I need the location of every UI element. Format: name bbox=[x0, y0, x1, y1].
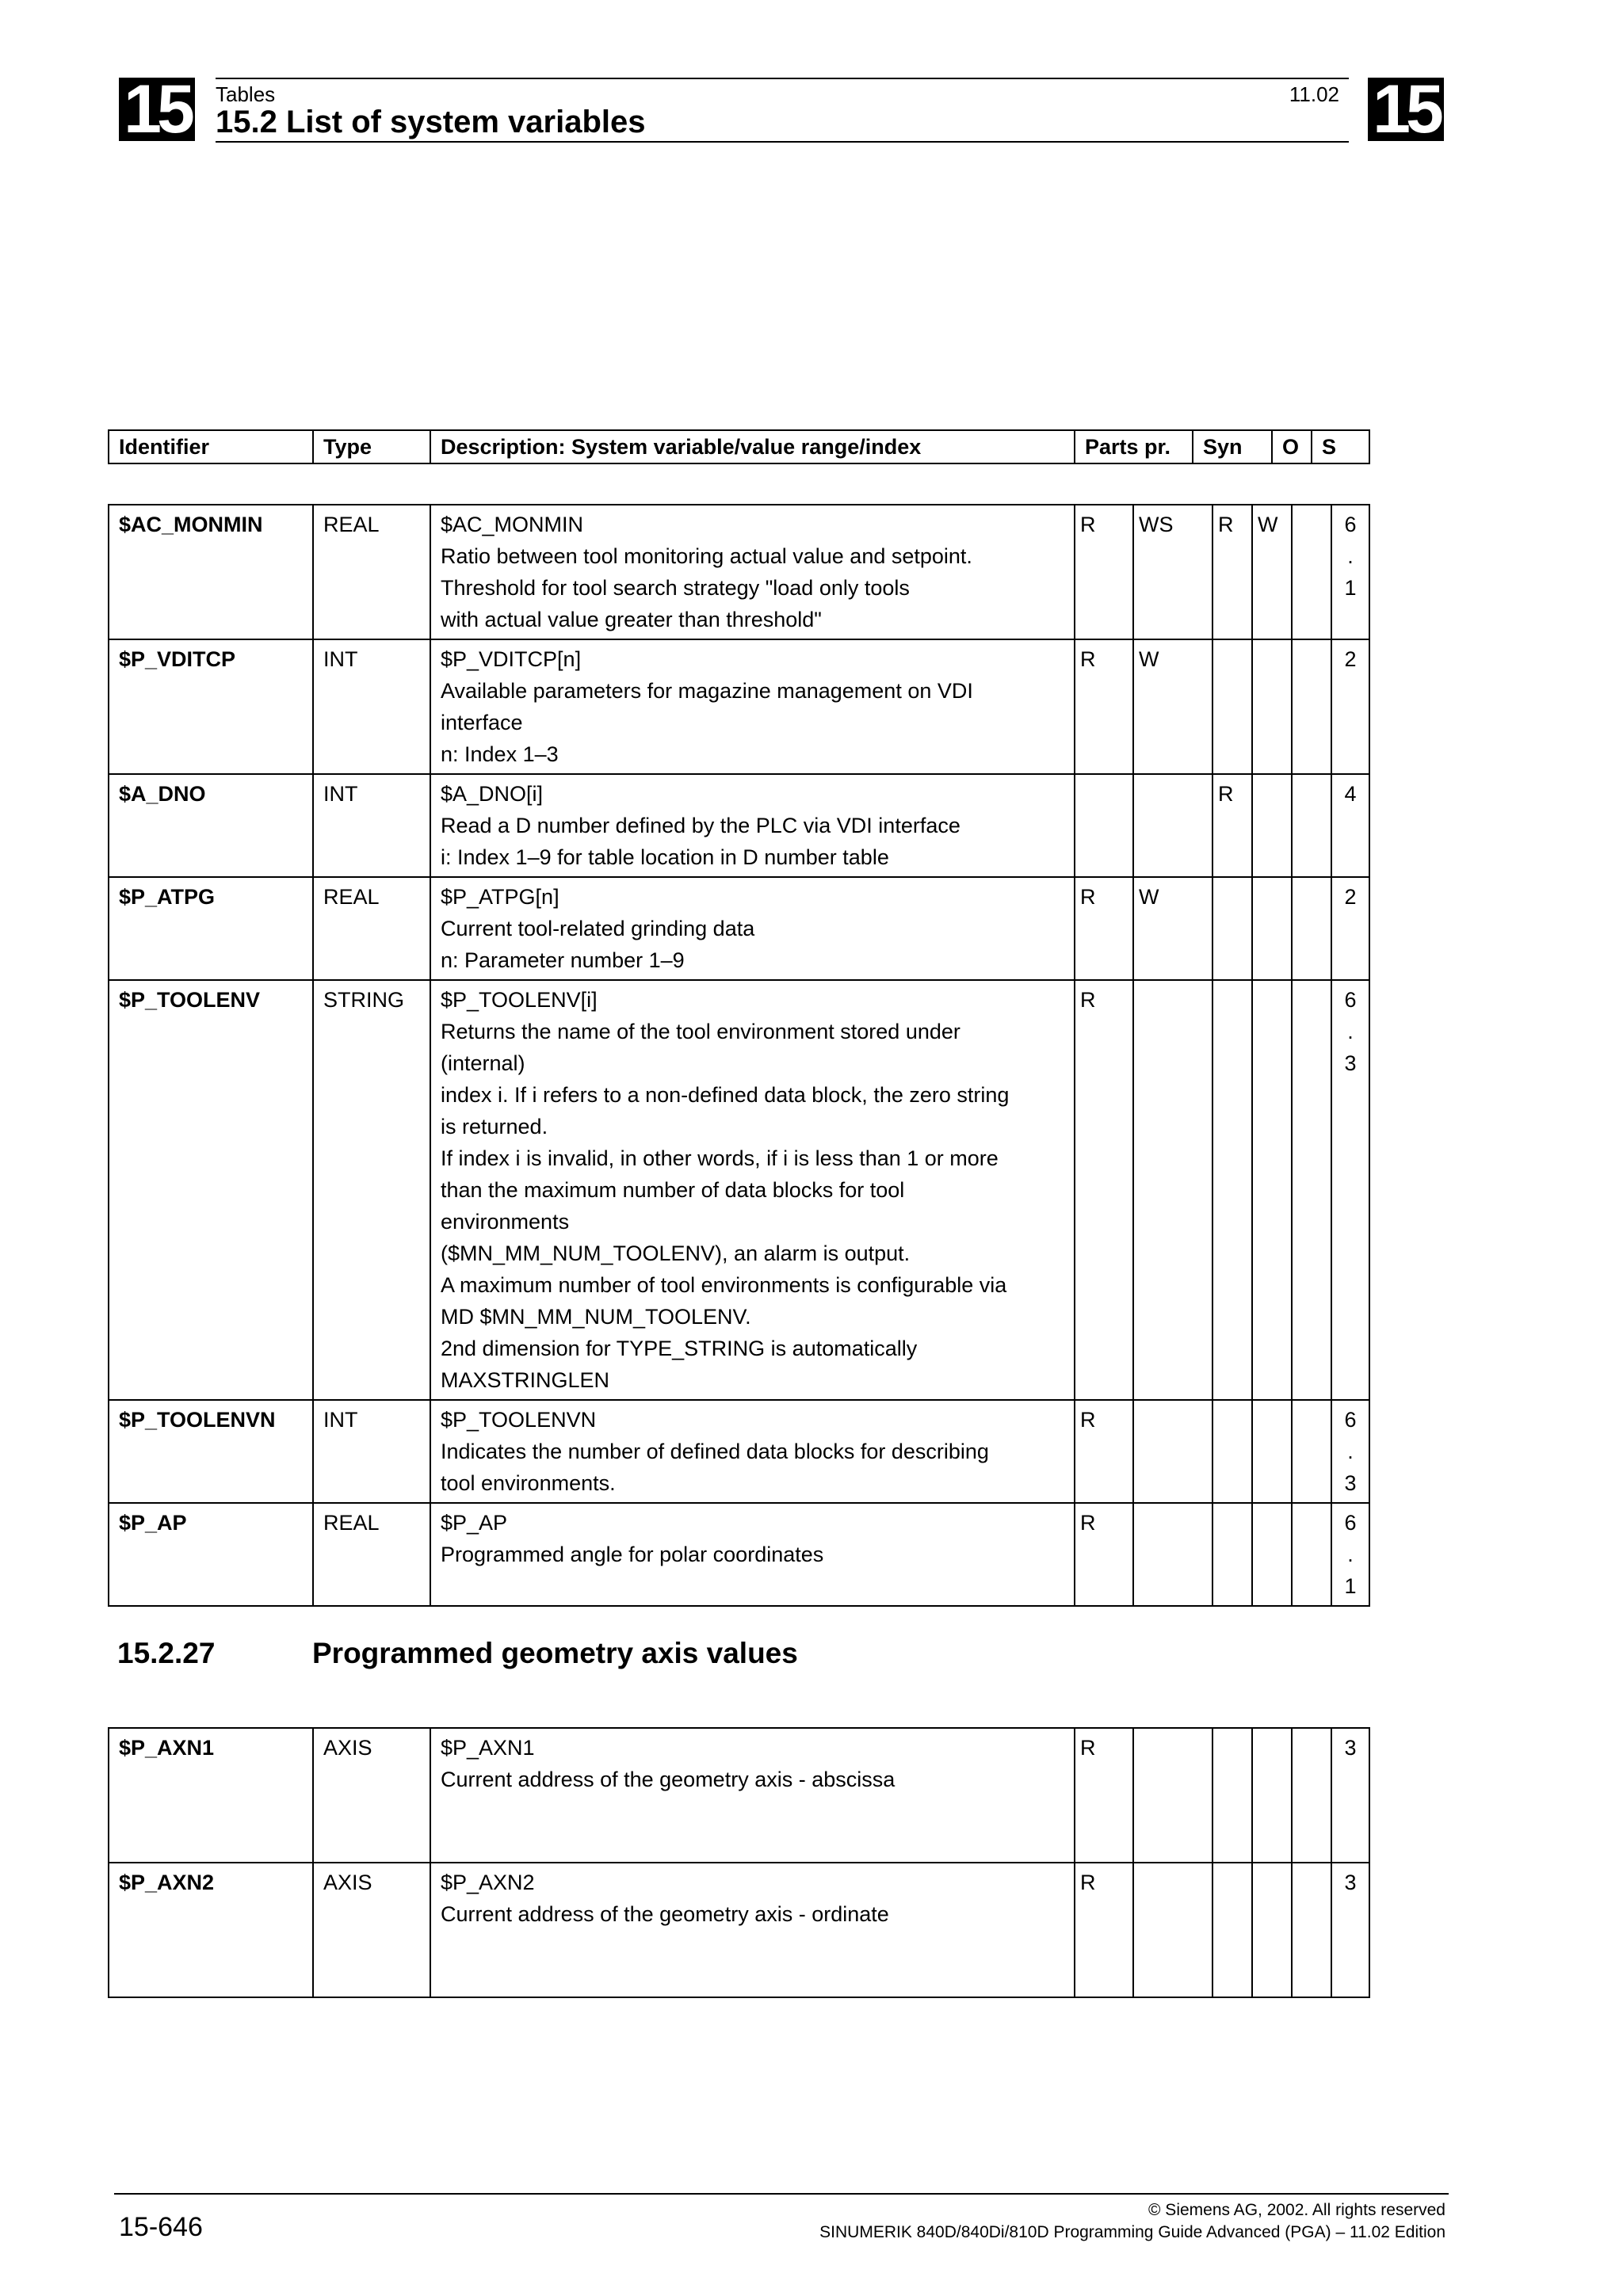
cell-description bbox=[430, 1863, 1075, 1997]
description-line: If index i is invalid, in other words, if i is less than 1 or more bbox=[441, 1146, 999, 1170]
cell-parts-2 bbox=[1133, 1400, 1212, 1503]
cell-o bbox=[1292, 980, 1331, 1400]
description-line: Indicates the number of defined data blocks for describing bbox=[441, 1440, 989, 1463]
section-title: Programmed geometry axis values bbox=[312, 1637, 798, 1669]
cell-identifier: $P_TOOLENVN bbox=[109, 1400, 313, 1503]
system-variables-table bbox=[108, 504, 1370, 1607]
description-line: Current address of the geometry axis - ordinate bbox=[441, 1902, 889, 1926]
table-row bbox=[109, 1863, 1369, 1997]
cell-type: INT bbox=[313, 639, 430, 774]
s-value-char: 3 bbox=[1344, 1736, 1357, 1760]
cell-syn-2 bbox=[1252, 1863, 1292, 1997]
table-row bbox=[109, 774, 1369, 877]
cell-syn-2 bbox=[1252, 980, 1292, 1400]
table-row bbox=[109, 1400, 1369, 1503]
cell-type: STRING bbox=[313, 980, 430, 1400]
cell-parts-2: W bbox=[1133, 639, 1212, 774]
footer-book-title: SINUMERIK 840D/840Di/810D Programming Guide Advanced (PGA) – 11.02 Edition bbox=[819, 2223, 1445, 2241]
cell-parts-1: R bbox=[1075, 1503, 1133, 1606]
description-line: $P_TOOLENV[i] bbox=[441, 988, 598, 1012]
cell-type: INT bbox=[313, 774, 430, 877]
header-bottom-rule bbox=[216, 141, 1349, 143]
cell-syn-1 bbox=[1212, 1728, 1252, 1863]
cell-description bbox=[430, 1400, 1075, 1503]
cell-identifier: $A_DNO bbox=[109, 774, 313, 877]
cell-identifier: $P_AXN2 bbox=[109, 1863, 313, 1997]
cell-parts-2 bbox=[1133, 1863, 1212, 1997]
cell-o bbox=[1292, 1400, 1331, 1503]
column-header-table bbox=[108, 429, 1370, 464]
s-value-char: 6 bbox=[1344, 988, 1357, 1012]
cell-o bbox=[1292, 505, 1331, 639]
cell-identifier: $P_AP bbox=[109, 1503, 313, 1606]
description-line: $P_AXN1 bbox=[441, 1736, 535, 1760]
cell-o bbox=[1292, 1728, 1331, 1863]
description-line: $AC_MONMIN bbox=[441, 513, 584, 536]
cell-s bbox=[1331, 505, 1369, 639]
cell-s bbox=[1331, 1400, 1369, 1503]
cell-identifier: $P_TOOLENV bbox=[109, 980, 313, 1400]
cell-o bbox=[1292, 1503, 1331, 1606]
description-line: Read a D number defined by the PLC via VDI interface bbox=[441, 814, 960, 837]
description-line: ($MN_MM_NUM_TOOLENV), an alarm is output. bbox=[441, 1241, 911, 1265]
description-line: i: Index 1–9 for table location in D number table bbox=[441, 845, 889, 869]
page-number: 15-646 bbox=[119, 2212, 203, 2242]
description-line: n: Index 1–3 bbox=[441, 742, 559, 766]
description-line: is returned. bbox=[441, 1115, 548, 1138]
cell-syn-1 bbox=[1212, 980, 1252, 1400]
description-line: Programmed angle for polar coordinates bbox=[441, 1543, 824, 1566]
description-line: environments bbox=[441, 1210, 570, 1234]
cell-description bbox=[430, 505, 1075, 639]
description-line: Ratio between tool monitoring actual value and setpoint. bbox=[441, 544, 972, 568]
cell-parts-1: R bbox=[1075, 1863, 1133, 1997]
cell-description bbox=[430, 1503, 1075, 1606]
geometry-axis-table bbox=[108, 1727, 1370, 1998]
cell-description bbox=[430, 639, 1075, 774]
header-top-rule bbox=[216, 78, 1349, 79]
description-line bbox=[441, 1930, 1064, 1962]
s-value-char: 4 bbox=[1344, 782, 1357, 806]
cell-syn-1 bbox=[1212, 1503, 1252, 1606]
cell-parts-1 bbox=[1075, 774, 1133, 877]
chapter-number-badge-left: 15 bbox=[119, 78, 195, 141]
table-row bbox=[109, 505, 1369, 639]
col-header-identifier: Identifier bbox=[109, 430, 313, 463]
cell-parts-2 bbox=[1133, 980, 1212, 1400]
description-line: Returns the name of the tool environment stored under bbox=[441, 1020, 960, 1043]
description-line bbox=[441, 1570, 1064, 1602]
s-value-char: . bbox=[1347, 1543, 1354, 1566]
s-value-char: 1 bbox=[1344, 1574, 1357, 1598]
description-line: $P_AXN2 bbox=[441, 1871, 535, 1894]
cell-type: INT bbox=[313, 1400, 430, 1503]
cell-type: REAL bbox=[313, 1503, 430, 1606]
cell-s bbox=[1331, 639, 1369, 774]
description-line: with actual value greater than threshold" bbox=[441, 608, 822, 631]
cell-parts-2: W bbox=[1133, 877, 1212, 980]
col-header-description: Description: System variable/value range/index bbox=[430, 430, 1075, 463]
cell-s bbox=[1331, 980, 1369, 1400]
s-value-char: 2 bbox=[1344, 885, 1357, 909]
cell-identifier: $P_AXN1 bbox=[109, 1728, 313, 1863]
cell-syn-1 bbox=[1212, 639, 1252, 774]
cell-o bbox=[1292, 877, 1331, 980]
s-value-char: . bbox=[1347, 1440, 1354, 1463]
s-value-char: 6 bbox=[1344, 1511, 1357, 1535]
cell-parts-2: WS bbox=[1133, 505, 1212, 639]
description-line: index i. If i refers to a non-defined data block, the zero string bbox=[441, 1083, 1010, 1107]
cell-description bbox=[430, 877, 1075, 980]
cell-type: AXIS bbox=[313, 1863, 430, 1997]
cell-syn-2 bbox=[1252, 774, 1292, 877]
table-row bbox=[109, 1503, 1369, 1606]
s-value-char: 6 bbox=[1344, 513, 1357, 536]
s-value-char: 6 bbox=[1344, 1408, 1357, 1432]
s-value-char: 3 bbox=[1344, 1051, 1357, 1075]
cell-syn-1: R bbox=[1212, 774, 1252, 877]
description-line: MD $MN_MM_NUM_TOOLENV. bbox=[441, 1305, 751, 1329]
footer-copyright: © Siemens AG, 2002. All rights reserved bbox=[1148, 2201, 1445, 2219]
cell-type: AXIS bbox=[313, 1728, 430, 1863]
cell-parts-2 bbox=[1133, 774, 1212, 877]
s-value-char: . bbox=[1347, 544, 1354, 568]
description-line: $P_VDITCP[n] bbox=[441, 647, 582, 671]
cell-s bbox=[1331, 1728, 1369, 1863]
cell-syn-2: W bbox=[1252, 505, 1292, 639]
col-header-syn: Syn bbox=[1193, 430, 1272, 463]
description-line: n: Parameter number 1–9 bbox=[441, 948, 685, 972]
cell-syn-2 bbox=[1252, 877, 1292, 980]
cell-description bbox=[430, 1728, 1075, 1863]
description-line: MAXSTRINGLEN bbox=[441, 1368, 610, 1392]
cell-o bbox=[1292, 1863, 1331, 1997]
cell-parts-1: R bbox=[1075, 639, 1133, 774]
table-row bbox=[109, 639, 1369, 774]
cell-parts-2 bbox=[1133, 1503, 1212, 1606]
cell-s bbox=[1331, 1863, 1369, 1997]
cell-o bbox=[1292, 774, 1331, 877]
description-line: tool environments. bbox=[441, 1471, 616, 1495]
cell-parts-1: R bbox=[1075, 877, 1133, 980]
col-header-o: O bbox=[1272, 430, 1312, 463]
s-value-char: 1 bbox=[1344, 576, 1357, 600]
cell-parts-1: R bbox=[1075, 980, 1133, 1400]
s-value-char: 3 bbox=[1344, 1471, 1357, 1495]
table-row bbox=[109, 877, 1369, 980]
cell-syn-1: R bbox=[1212, 505, 1252, 639]
description-line: $P_AP bbox=[441, 1511, 508, 1535]
cell-parts-1: R bbox=[1075, 1728, 1133, 1863]
cell-syn-1 bbox=[1212, 1863, 1252, 1997]
header-date: 11.02 bbox=[1289, 82, 1339, 106]
cell-parts-1: R bbox=[1075, 1400, 1133, 1503]
cell-parts-1: R bbox=[1075, 505, 1133, 639]
cell-parts-2 bbox=[1133, 1728, 1212, 1863]
description-line: 2nd dimension for TYPE_STRING is automatically bbox=[441, 1337, 918, 1360]
description-line: than the maximum number of data blocks for tool bbox=[441, 1178, 905, 1202]
description-line: interface bbox=[441, 711, 523, 734]
cell-s bbox=[1331, 877, 1369, 980]
footer-rule bbox=[114, 2193, 1449, 2195]
cell-syn-2 bbox=[1252, 1400, 1292, 1503]
description-line: Current address of the geometry axis - abscissa bbox=[441, 1768, 896, 1791]
cell-description bbox=[430, 980, 1075, 1400]
section-number: 15.2.27 bbox=[117, 1637, 216, 1669]
description-line: Available parameters for magazine management on VDI bbox=[441, 679, 973, 703]
cell-syn-1 bbox=[1212, 877, 1252, 980]
cell-type: REAL bbox=[313, 877, 430, 980]
cell-syn-1 bbox=[1212, 1400, 1252, 1503]
cell-identifier: $P_ATPG bbox=[109, 877, 313, 980]
cell-o bbox=[1292, 639, 1331, 774]
page-title: 15.2 List of system variables bbox=[216, 105, 646, 139]
header-section-label: Tables bbox=[216, 82, 276, 106]
s-value-char: . bbox=[1347, 1020, 1354, 1043]
cell-type: REAL bbox=[313, 505, 430, 639]
col-header-s: S bbox=[1312, 430, 1369, 463]
cell-s bbox=[1331, 774, 1369, 877]
description-line bbox=[441, 1962, 1064, 1993]
col-header-type: Type bbox=[313, 430, 430, 463]
col-header-parts: Parts pr. bbox=[1075, 430, 1193, 463]
table-row bbox=[109, 1728, 1369, 1863]
description-line: $P_ATPG[n] bbox=[441, 885, 559, 909]
cell-syn-2 bbox=[1252, 1728, 1292, 1863]
chapter-number-badge-right: 15 bbox=[1368, 78, 1444, 141]
description-line: Current tool-related grinding data bbox=[441, 917, 755, 940]
description-line: $A_DNO[i] bbox=[441, 782, 544, 806]
description-line: $P_TOOLENVN bbox=[441, 1408, 597, 1432]
cell-identifier: $P_VDITCP bbox=[109, 639, 313, 774]
cell-description bbox=[430, 774, 1075, 877]
description-line: Threshold for tool search strategy "load only tools bbox=[441, 576, 910, 600]
cell-s bbox=[1331, 1503, 1369, 1606]
s-value-char: 3 bbox=[1344, 1871, 1357, 1894]
cell-syn-2 bbox=[1252, 1503, 1292, 1606]
description-line bbox=[441, 1795, 1064, 1827]
cell-syn-2 bbox=[1252, 639, 1292, 774]
description-line bbox=[441, 1827, 1064, 1859]
description-line: (internal) bbox=[441, 1051, 525, 1075]
cell-identifier: $AC_MONMIN bbox=[109, 505, 313, 639]
s-value-char: 2 bbox=[1344, 647, 1357, 671]
table-row bbox=[109, 980, 1369, 1400]
description-line: A maximum number of tool environments is configurable via bbox=[441, 1273, 1007, 1297]
